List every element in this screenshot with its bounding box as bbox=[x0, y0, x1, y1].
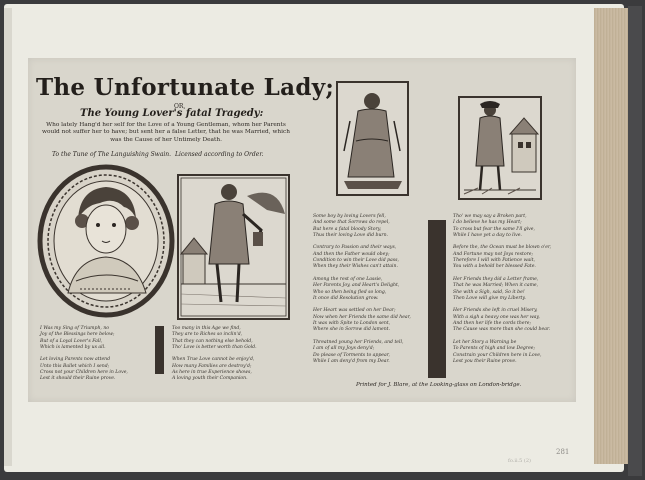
woodcut-seated-lady bbox=[336, 81, 409, 196]
verse-column-2: Too many in this Age we find, They are to Riches so inclin'd, That they can nothing else behold, Tho' Love is better worth than Gold. When True Love cannot be enjoy'd, How many Families are destroy'd; As here in true Experience shows, A loving youth their Companion. bbox=[172, 326, 257, 382]
broadside-or: OR, bbox=[174, 103, 186, 110]
ornament-bar-left bbox=[155, 326, 164, 374]
woodcut-standing-gentleman bbox=[177, 174, 290, 320]
broadside-subtitle: The Young Lover's fatal Tragedy: bbox=[80, 108, 264, 119]
verse-column-4: Tho' we may say a Broken part, I do believe he has my Heart; To cross but fear the same I'll give, While I have yet a day to live. Before the, the Ocean must be blown o'er, And Fortune may not Joys restore; Therefore I will with Patience wait, You with a behold her blessed Fate. Her Friends they did a Letter frame, That he was Married; When it came, She with a Sigh, said, So it be! Then Love will give my Liberty. Her Friends she left in cruel Misery, With a sigh a heavy one was her way, And then her life the cords there; The Cause was more than she could bear. Let her Story a Warning be To Parents of high and low Degree; Constrain your Children here in Love, Lest you their Ruine prove. bbox=[453, 214, 552, 364]
broadside-title: The Unfortunate Lady; bbox=[36, 74, 335, 101]
book-cover-edge bbox=[628, 6, 642, 476]
broadside-licensed: Licensed according to Order. bbox=[175, 151, 264, 158]
verse-column-3: Some boy by loving Lovers fell, And some that Sorrows do repel, But here a fatal bloody Story, Thus their loving Love did burn. Contrary to Passion and their ways, And then the Father would obey; Condition to win their Love did pass, When they their Wishes can't attain. Among the rest of one Lassie, Her Parents Joy, and Heart's Delight, Who so then being fled so long, It once did Resolution grow. Her Heart was settled on her Dear; Now when her Friends the same did hear, It was with Spite to London sent, Where she in Sorrow did lament. Threatned young her Friends, and tell, I am of all my Joys deny'd; Do please of Torments to appear, While I am deny'd from my Dear. bbox=[313, 214, 411, 364]
ornament-bar-right bbox=[428, 220, 446, 378]
page-stack-right bbox=[594, 8, 628, 464]
imprint-line: Printed for J. Blare, at the Looking-glass on London-bridge. bbox=[356, 382, 522, 388]
woodcut-gentleman-house bbox=[458, 96, 542, 200]
broadside-tune: To the Tune of The Languishing Swain. bbox=[52, 151, 172, 158]
plate-number: 281 bbox=[556, 448, 570, 456]
woodcut-oval-portrait bbox=[36, 163, 176, 319]
pencil-shelfmark: fo.ii.5 (2) bbox=[508, 458, 532, 464]
page-edge-left bbox=[4, 8, 12, 466]
verse-column-1: I Was my Sing of Triumph, no Joy of the Blessings here below; But of a Loyal Lover's Fall, Which is lamented by us all. Let loving Parents now attend Unto this Ballet which I send; Cross not your Children here in Love, Lest it should their Ruine prove. bbox=[40, 326, 128, 382]
broadside-description: Who lately Hang'd her self for the Love of a Young Gentleman, whom her Parents would not suffer her to have; but sent her a false Letter, that he was Married, which was the Cause of her Untimely Death. bbox=[42, 122, 290, 143]
